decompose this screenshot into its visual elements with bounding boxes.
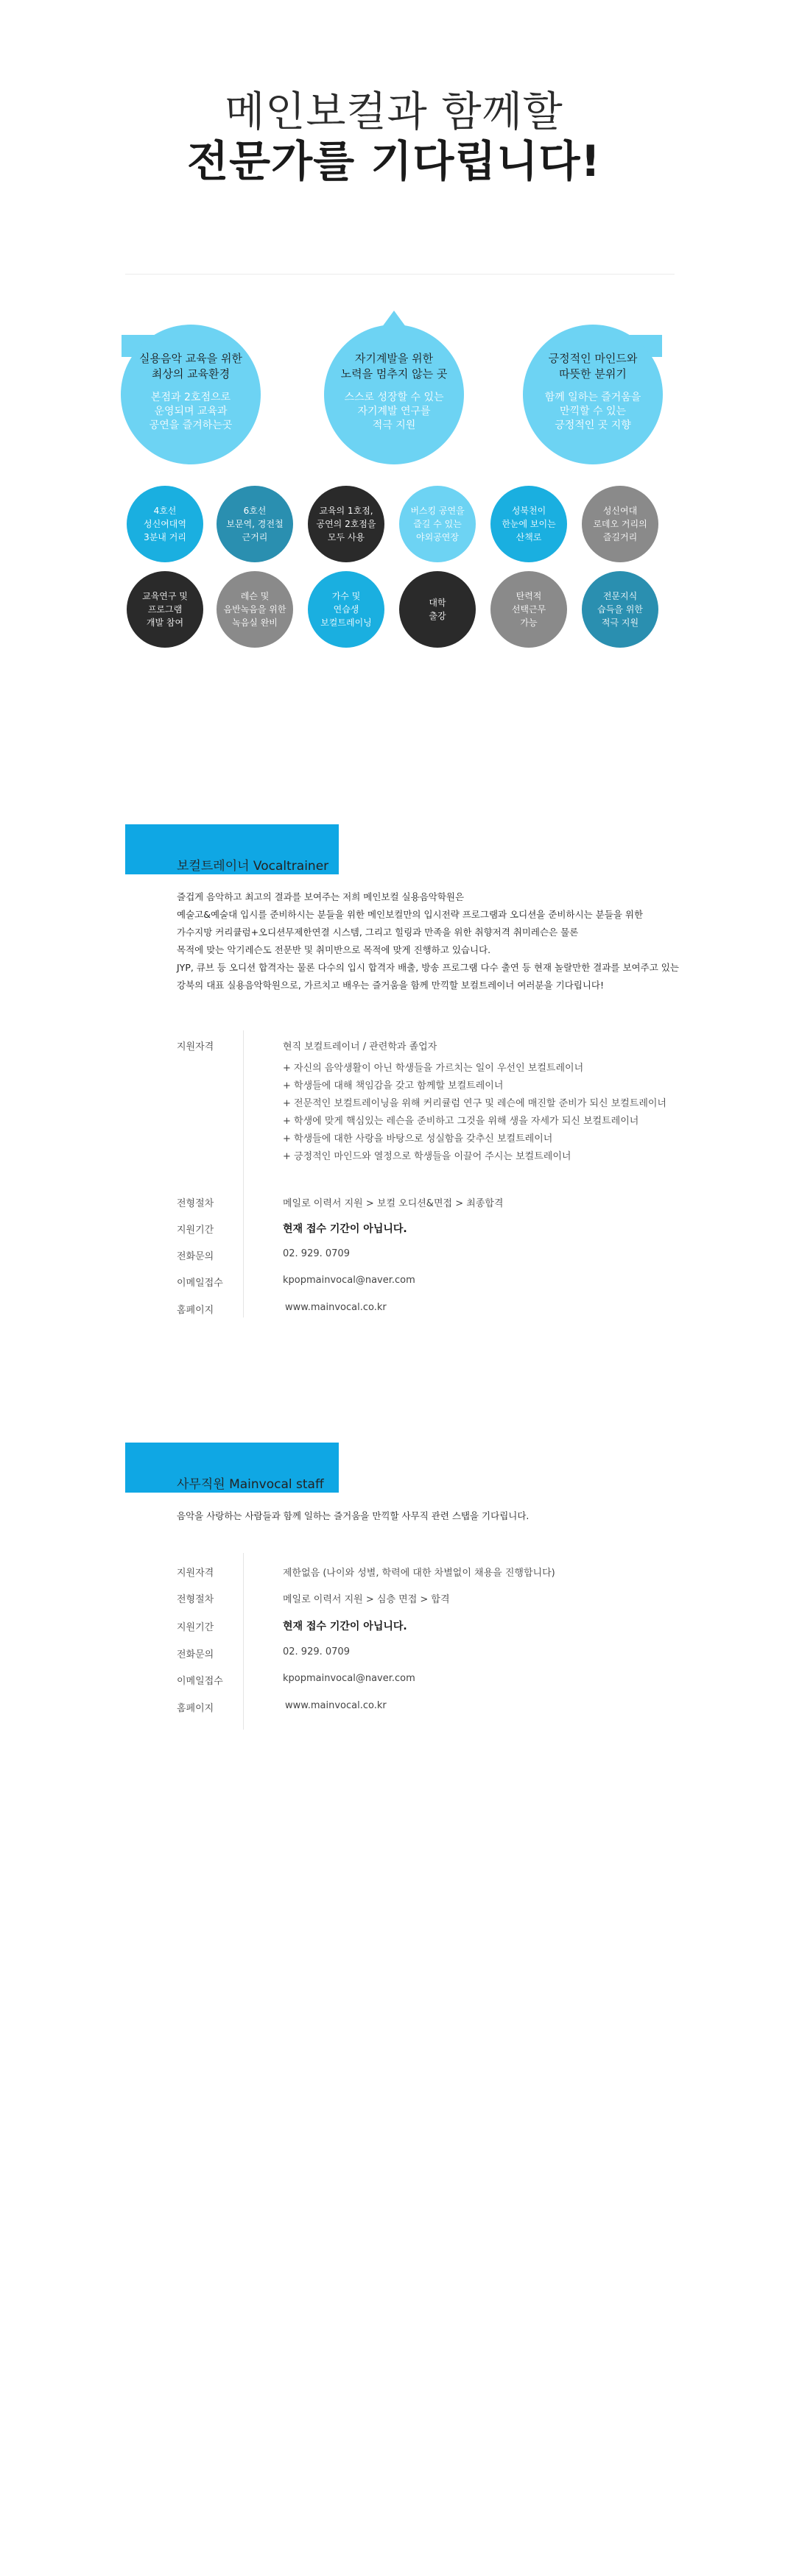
duty-list: [283, 1060, 666, 1166]
list-item: + 자신의 음악생활이 아닌 학생들을 가르치는 일이 우선인 보컬트레이너: [283, 1063, 584, 1074]
label-email: 이메일접수: [177, 1676, 223, 1687]
feature-bubble-environment: [121, 325, 261, 464]
label-homepage: 홈페이지: [177, 1305, 214, 1316]
value-process: 메일로 이력서 지원 > 보컬 오디션&면접 > 최종합격: [283, 1198, 504, 1209]
benefit-circle: 성신여대 로데오 거리의 즐길거리: [582, 486, 658, 562]
intro-line: 강북의 대표 실용음악학원으로, 가르치고 배우는 즐거움을 함께 만끽할 보컬트레이너 여러분을 기다립니다!: [177, 980, 605, 991]
intro-line: 예술고&예술대 입시를 준비하시는 분들을 위한 메인보컬만의 입시전략 프로그램과 오디션을 준비하시는 분들을 위한: [177, 909, 644, 920]
intro-line: 즐겁게 음악하고 최고의 결과를 보여주는 저희 메인보컬 실용음악학원은: [177, 891, 465, 902]
value-homepage-link[interactable]: www.mainvocal.co.kr: [285, 1700, 387, 1711]
benefit-circle: 성북천이 한눈에 보이는 산책로: [490, 486, 567, 562]
bubble-description: 본점과 2호점으로 운영되며 교육과 공연을 즐겨하는곳: [149, 392, 233, 431]
feature-bubble-self-development: [324, 325, 464, 464]
benefit-circle: 탄력적 선택근무 가능: [490, 571, 567, 648]
section-title-vocaltrainer: 보컬트레이너 Vocaltrainer: [177, 859, 329, 874]
hero-title-line1: 메인보컬과 함께할: [225, 88, 563, 136]
label-phone: 전화문의: [177, 1251, 214, 1262]
hero-title-line2: 전문가를 기다립니다!: [187, 136, 601, 186]
intro-line: 가수지망 커리큘럼+오디션무제한연결 시스템, 그리고 힐링과 만족을 위한 취향저격 취미레슨은 물론: [177, 927, 579, 938]
value-email[interactable]: kpopmainvocal@naver.com: [283, 1673, 415, 1684]
label-process: 전형절차: [177, 1198, 214, 1209]
label-qualification: 지원자격: [177, 1041, 214, 1052]
label-process: 전형절차: [177, 1594, 214, 1605]
value-period: 현재 접수 기간이 아닙니다.: [283, 1621, 407, 1632]
column-divider: [243, 1553, 244, 1730]
list-item: + 학생에 맞게 핵심있는 레슨을 준비하고 그것을 위해 생을 자세가 되신 보컬트레이너: [283, 1116, 639, 1127]
label-period: 지원기간: [177, 1225, 214, 1236]
staff-intro: 음악을 사랑하는 사람들과 함께 일하는 즐거움을 만끽할 사무직 관련 스탭을 기다립니다.: [177, 1510, 530, 1521]
section-title-staff: 사무직원 Mainvocal staff: [177, 1477, 324, 1492]
value-phone[interactable]: 02. 929. 0709: [283, 1646, 350, 1657]
label-period: 지원기간: [177, 1622, 214, 1633]
bubble-title: 실용음악 교육을 위한 최상의 교육환경: [139, 352, 242, 381]
vocal-intro: [177, 888, 707, 994]
value-email[interactable]: kpopmainvocal@naver.com: [283, 1275, 415, 1286]
benefit-circle: 교육의 1호점, 공연의 2호점을 모두 사용: [308, 486, 384, 562]
value-period: 현재 접수 기간이 아닙니다.: [283, 1223, 407, 1235]
benefit-circle: 4호선 성신여대역 3분내 거리: [127, 486, 203, 562]
bubble-description: 스스로 성장할 수 있는 자기계발 연구를 적극 지원: [344, 392, 444, 431]
list-item: + 학생들에 대한 사랑을 바탕으로 성실함을 갖추신 보컬트레이너: [283, 1133, 553, 1144]
benefit-circle: 가수 및 연습생 보컬트레이닝: [308, 571, 384, 648]
list-item: + 학생들에 대해 책임감을 갖고 함께할 보컬트레이너: [283, 1080, 504, 1091]
bubble-description: 함께 일하는 즐거움을 만끽할 수 있는 긍정적인 곳 지향: [544, 392, 641, 431]
bubble-title: 긍정적인 마인드와 따뜻한 분위기: [548, 352, 638, 381]
label-qualification: 지원자격: [177, 1568, 214, 1579]
benefit-circle: 전문지식 습득을 위한 적극 지원: [582, 571, 658, 648]
value-qualification: 제한없음 (나이와 성별, 학력에 대한 차별없이 채용을 진행합니다): [283, 1568, 555, 1579]
bubble-title: 자기계발을 위한 노력을 멈추지 않는 곳: [340, 352, 448, 381]
benefit-circle: 레슨 및 음반녹음을 위한 녹음실 완비: [217, 571, 293, 648]
benefit-circle: 교육연구 및 프로그램 개발 참여: [127, 571, 203, 648]
intro-line: JYP, 큐브 등 오디션 합격자는 물론 다수의 입시 합격자 배출, 방송 프로그램 다수 출연 등 현재 놀랄만한 결과를 보여주고 있는: [177, 962, 679, 973]
divider: [125, 274, 675, 275]
list-item: + 전문적인 보컬트레이닝을 위해 커리큘럼 연구 및 레슨에 매진할 준비가 되신 보컬트레이너: [283, 1098, 666, 1109]
benefit-circle: 6호선 보문역, 경전철 근거리: [217, 486, 293, 562]
benefit-circle: 버스킹 공연을 즐길 수 있는 야외공연장: [399, 486, 476, 562]
value-qualification: 현직 보컬트레이너 / 관련학과 졸업자: [283, 1041, 437, 1052]
label-homepage: 홈페이지: [177, 1703, 214, 1714]
value-phone[interactable]: 02. 929. 0709: [283, 1248, 350, 1259]
column-divider: [243, 1030, 244, 1317]
label-phone: 전화문의: [177, 1649, 214, 1660]
benefit-circle: 대학 출강: [399, 571, 476, 648]
feature-bubble-atmosphere: [523, 325, 663, 464]
intro-line: 목적에 맞는 악기레슨도 전문반 및 취미반으로 목적에 맞게 진행하고 있습니다.: [177, 944, 491, 955]
list-item: + 긍정적인 마인드와 열정으로 학생들을 이끌어 주시는 보컬트레이너: [283, 1151, 571, 1162]
label-email: 이메일접수: [177, 1278, 223, 1289]
value-homepage-link[interactable]: www.mainvocal.co.kr: [285, 1302, 387, 1313]
value-process: 메일로 이력서 지원 > 심층 면접 > 합격: [283, 1594, 450, 1605]
